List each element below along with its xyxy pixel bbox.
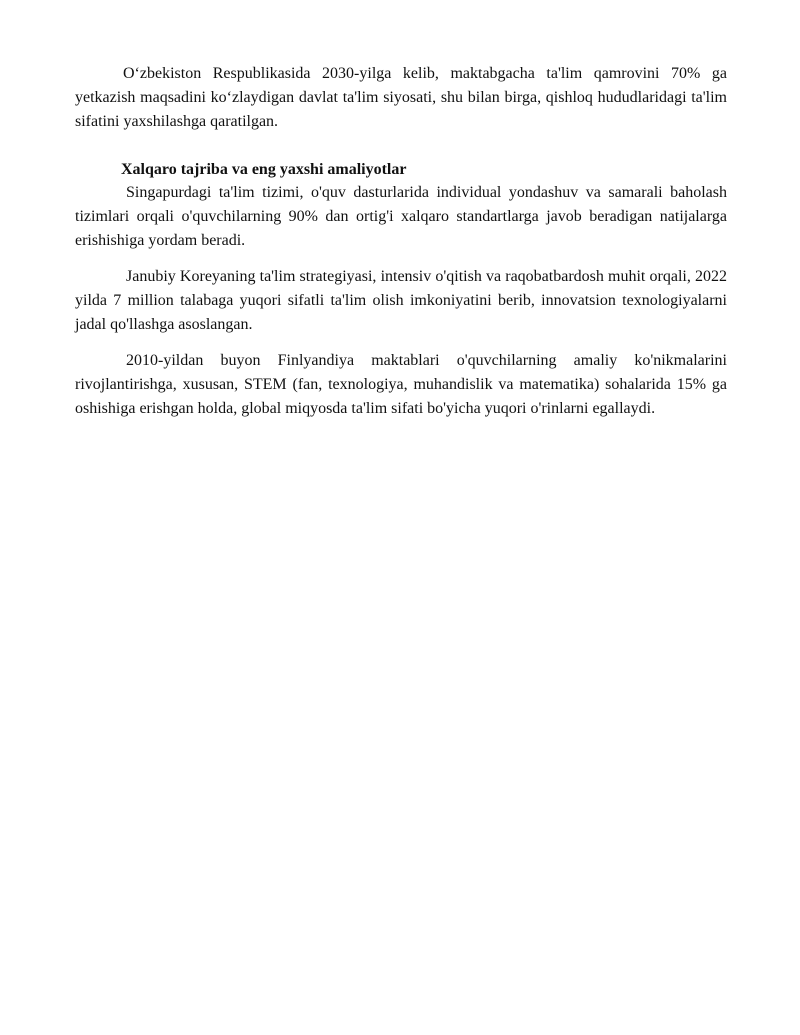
document-page bbox=[75, 62, 727, 421]
paragraph-finland: 2010-yildan buyon Finlyandiya maktablari o'quvchilarning amaliy ko'nikmalarini rivojlantirishga, xususan, STEM (fan, texnologiya, muhandislik va matematika) sohalarida 15% ga oshishiga erishgan holda, global miqyosda ta'lim sifati bo'yicha yuqori o'rinlarni egallaydi. bbox=[75, 352, 727, 417]
intro-paragraph: O‘zbekiston Respublikasida 2030-yilga kelib, maktabgacha ta'lim qamrovini 70% ga yetkazish maqsadini ko‘zlaydigan davlat ta'lim siyosati, shu bilan birga, qishloq hududlaridagi ta'lim sifatini yaxshilashga qaratilgan. bbox=[75, 65, 727, 130]
section-heading: Xalqaro tajriba va eng yaxshi amaliyotlar bbox=[121, 161, 407, 178]
paragraph-spacer bbox=[75, 253, 727, 265]
paragraph-korea: Janubiy Koreyaning ta'lim strategiyasi, intensiv o'qitish va raqobatbardosh muhit orqali, 2022 yilda 7 million talabaga yuqori sifatli ta'lim olish imkoniyatini berib, innovatsion texnologiyalarni jadal qo'llashga asoslangan. bbox=[75, 268, 727, 333]
paragraph-spacer bbox=[75, 337, 727, 349]
paragraph-spacer bbox=[75, 134, 727, 159]
paragraph-singapore: Singapurdagi ta'lim tizimi, o'quv dasturlarida individual yondashuv va samarali baholash tizimlari orqali o'quvchilarning 90% dan ortig'i xalqaro standartlarga javob beradigan natijalarga erishishiga yordam beradi. bbox=[75, 184, 727, 249]
